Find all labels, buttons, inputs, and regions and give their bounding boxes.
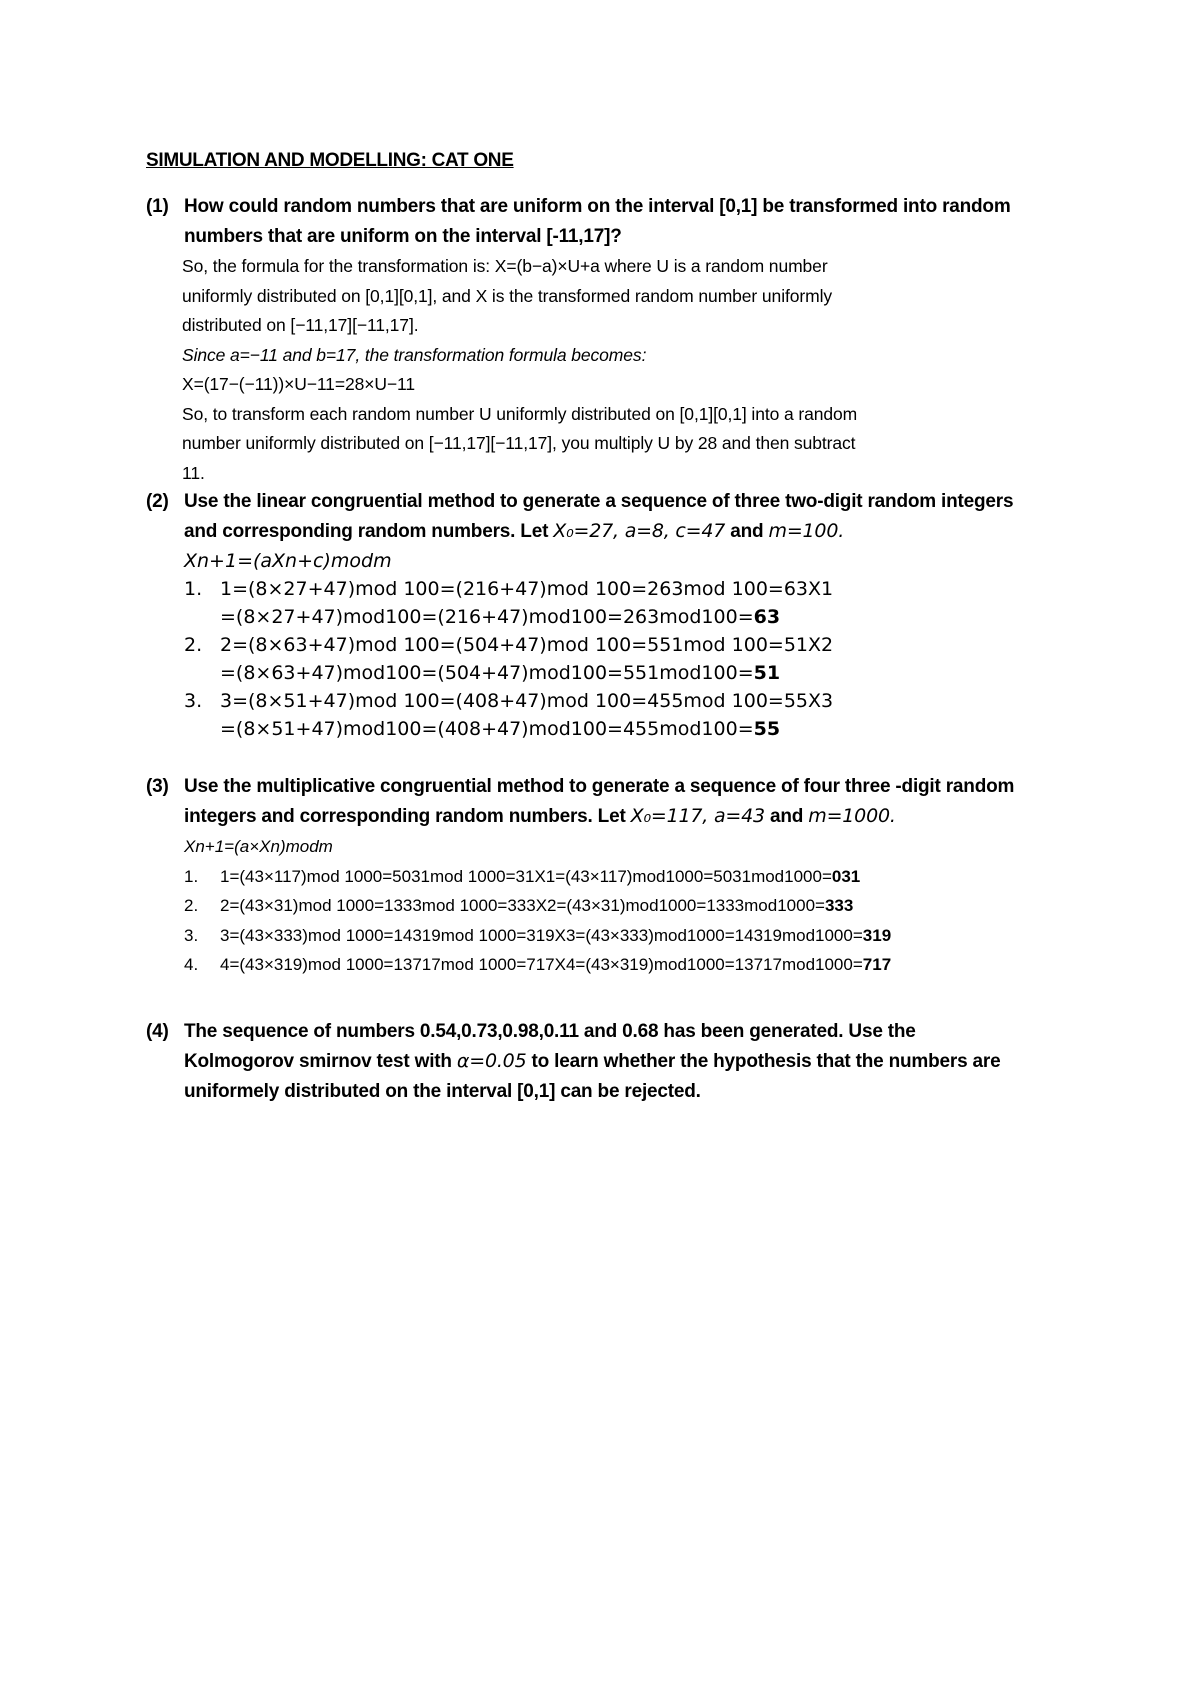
answer-line: number uniformly distributed on [−11,17][−11,17], you multiply U by 28 and then subtract <box>182 433 856 453</box>
question-2 <box>146 487 1086 743</box>
question-4 <box>146 1017 1086 1107</box>
mcg-params: X₀=117, a=43 <box>630 805 765 827</box>
modulus-param: m=1000. <box>808 805 896 827</box>
question-text-cont: uniformely distributed on the interval [0,1] can be rejected. <box>184 1081 701 1102</box>
answer-line: So, to transform each random number U uniformly distributed on [0,1][0,1] into a random <box>182 403 858 424</box>
lcg-params: X₀=27, a=8, c=47 <box>553 520 726 542</box>
step-number: 4. <box>184 955 199 974</box>
answer-line: X=(17−(−11))×U−11=28×U−11 <box>182 374 415 394</box>
step-line: =(8×51+47)mod100=(408+47)mod100=455mod100= <box>220 718 754 740</box>
answer-line: Since a=−11 and b=17, the transformation formula becomes: <box>182 344 647 365</box>
step-result: 717 <box>862 955 892 974</box>
step-number: 2. <box>184 634 203 656</box>
recurrence-formula: Xn+1=(aXn+c)modm <box>184 550 392 572</box>
answer-1 <box>182 252 1086 488</box>
and-word: and <box>764 806 809 827</box>
step-number: 2. <box>184 896 199 915</box>
step-3 <box>184 921 1086 951</box>
answer-line: uniformly distributed on [0,1][0,1], and X is the transformed random number uniformly <box>182 285 833 306</box>
step-result: 319 <box>862 925 892 945</box>
step-line: 1=(43×117)mod 1000=5031mod 1000=31X1=(43×117)mod1000=5031mod1000= <box>220 866 832 886</box>
answer-line: 11. <box>182 462 205 483</box>
question-1 <box>146 192 1086 488</box>
step-line: 3=(8×51+47)mod 100=(408+47)mod 100=455mod 100=55X3 <box>220 690 834 712</box>
question-text: The sequence of numbers 0.54,0.73,0.98,0.11 and 0.68 has been generated. Use the <box>184 1021 916 1042</box>
step-result: 55 <box>753 718 781 740</box>
question-text-cont: Kolmogorov smirnov test with <box>184 1051 457 1072</box>
answer-2 <box>184 547 1086 743</box>
question-number: (2) <box>146 491 169 512</box>
answer-line: So, the formula for the transformation is: X=(b−a)×U+a where U is a random number <box>182 256 828 276</box>
step-result: 63 <box>753 606 781 628</box>
question-number: (3) <box>146 776 169 797</box>
question-text: Use the linear congruential method to generate a sequence of three two-digit random integers <box>184 491 1014 512</box>
step-line: 2=(8×63+47)mod 100=(504+47)mod 100=551mod 100=51X2 <box>220 634 834 656</box>
step-line: 2=(43×31)mod 1000=1333mod 1000=333X2=(43×31)mod1000=1333mod1000= <box>220 896 825 915</box>
step-number: 1. <box>184 578 203 600</box>
step-number: 3. <box>184 690 203 712</box>
answer-3 <box>184 832 1086 980</box>
step-line: =(8×63+47)mod100=(504+47)mod100=551mod100= <box>220 662 754 684</box>
step-line: 3=(43×333)mod 1000=14319mod 1000=319X3=(43×333)mod1000=14319mod1000= <box>220 925 863 945</box>
step-4 <box>184 950 1086 980</box>
step-2 <box>184 891 1086 921</box>
and-word: and <box>725 521 769 542</box>
step-line: 1=(8×27+47)mod 100=(216+47)mod 100=263mod 100=63X1 <box>220 578 834 600</box>
alpha-param: α=0.05 <box>456 1050 527 1072</box>
question-number: (1) <box>146 196 169 217</box>
recurrence-formula: Xn+1=(a×Xn)modm <box>184 837 333 856</box>
step-result: 51 <box>753 662 781 684</box>
step-number: 1. <box>184 866 199 886</box>
question-text-cont: and corresponding random numbers. Let <box>184 521 554 542</box>
question-text-cont: integers and corresponding random numbers. Let <box>184 806 631 827</box>
page-title: SIMULATION AND MODELLING: CAT ONE <box>146 150 514 171</box>
step-2 <box>184 631 1086 687</box>
question-text-cont: to learn whether the hypothesis that the numbers are <box>526 1051 1001 1072</box>
step-line: =(8×27+47)mod100=(216+47)mod100=263mod100= <box>220 606 754 628</box>
step-result: 031 <box>831 866 861 886</box>
step-number: 3. <box>184 925 199 945</box>
question-3 <box>146 772 1086 980</box>
step-line: 4=(43×319)mod 1000=13717mod 1000=717X4=(43×319)mod1000=13717mod1000= <box>220 955 863 974</box>
step-1 <box>184 862 1086 892</box>
answer-line: distributed on [−11,17][−11,17]. <box>182 315 419 335</box>
step-result: 333 <box>824 896 854 915</box>
question-text: How could random numbers that are uniform on the interval [0,1] be transformed into random numbers that are uniform on the interval [-11,17]? <box>184 196 1011 247</box>
modulus-param: m=100. <box>768 520 845 542</box>
question-text: Use the multiplicative congruential method to generate a sequence of four three -digit random <box>184 776 1015 797</box>
step-1 <box>184 575 1086 631</box>
question-number: (4) <box>146 1021 169 1042</box>
step-3 <box>184 687 1086 743</box>
